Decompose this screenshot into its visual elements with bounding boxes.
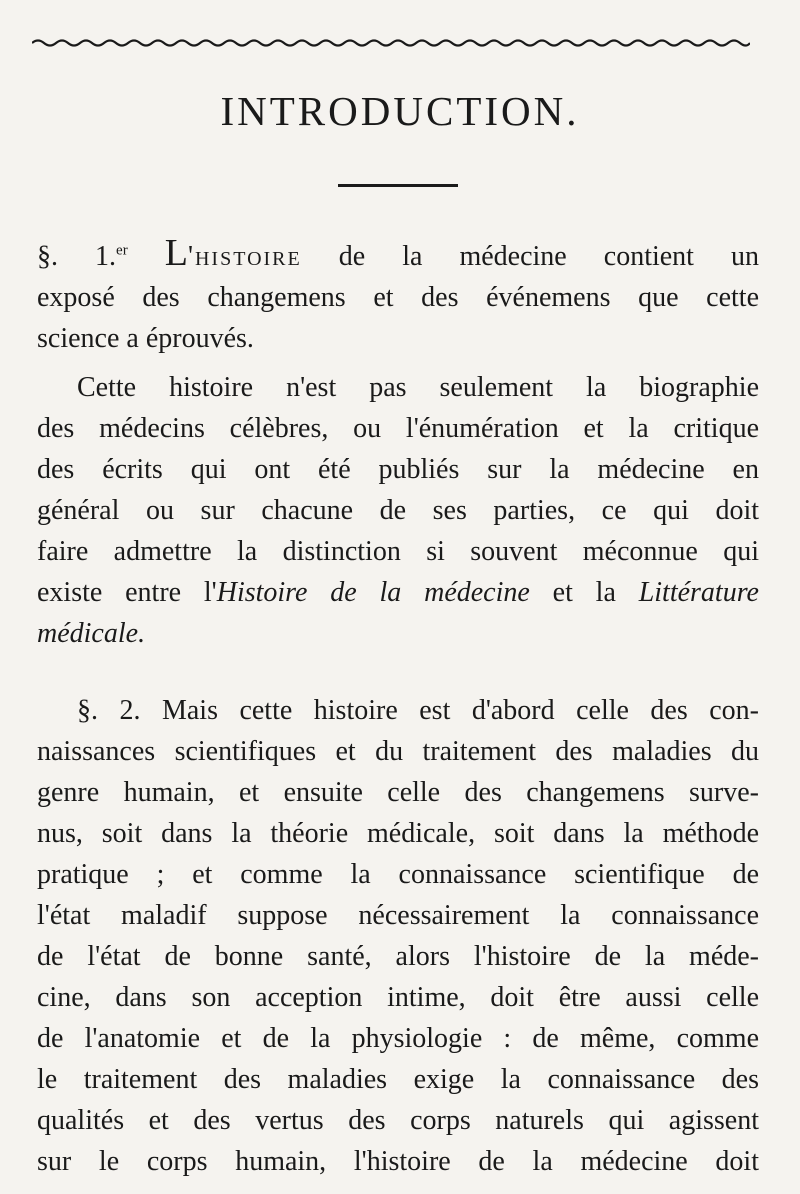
body-text [37, 236, 759, 1182]
text-line: l'état maladif suppose nécessairement la connaissance [37, 900, 759, 931]
text-line: §. 1.$^{er}$ L'histoire de la médecine contient un [37, 236, 759, 274]
text-line: des médecins célèbres, ou l'énumération et la critique [37, 413, 759, 444]
text-line: Cette histoire n'est pas seulement la biographie [77, 372, 759, 403]
text-line: sur le corps humain, l'histoire de la médecine doit [37, 1146, 759, 1177]
text-line: de l'état de bonne santé, alors l'histoire de la méde- [37, 941, 759, 972]
text-line: nus, soit dans la théorie médicale, soit dans la méthode [37, 818, 759, 849]
text-line: genre humain, et ensuite celle des changemens surve- [37, 777, 759, 808]
text-line: §. 2. Mais cette histoire est d'abord celle des con- [77, 695, 759, 726]
text-line: naissances scientifiques et du traitement des maladies du [37, 736, 759, 767]
text-line: le traitement des maladies exige la connaissance des [37, 1064, 759, 1095]
decorative-wavy-rule [32, 38, 750, 48]
paragraph-1 [37, 236, 759, 359]
paragraph-2 [37, 367, 759, 654]
text-line: des écrits qui ont été publiés sur la médecine en [37, 454, 759, 485]
text-line: cine, dans son acception intime, doit être aussi celle [37, 982, 759, 1013]
text-line: science a éprouvés. [37, 323, 254, 354]
page-title: INTRODUCTION. [220, 88, 580, 134]
text-line: existe entre l'Histoire de la médecine et la Littérature [37, 577, 759, 608]
paragraph-3 [37, 690, 759, 1182]
title-underline-rule [338, 184, 458, 187]
text-line: faire admettre la distinction si souvent méconnue qui [37, 536, 759, 567]
text-line: de l'anatomie et de la physiologie : de même, comme [37, 1023, 759, 1054]
text-line: exposé des changemens et des événemens que cette [37, 282, 759, 313]
text-line: général ou sur chacune de ses parties, ce qui doit [37, 495, 759, 526]
text-line: médicale. [37, 618, 146, 649]
text-line: qualités et des vertus des corps naturels qui agissent [37, 1105, 759, 1136]
text-line: pratique ; et comme la connaissance scientifique de [37, 859, 759, 890]
